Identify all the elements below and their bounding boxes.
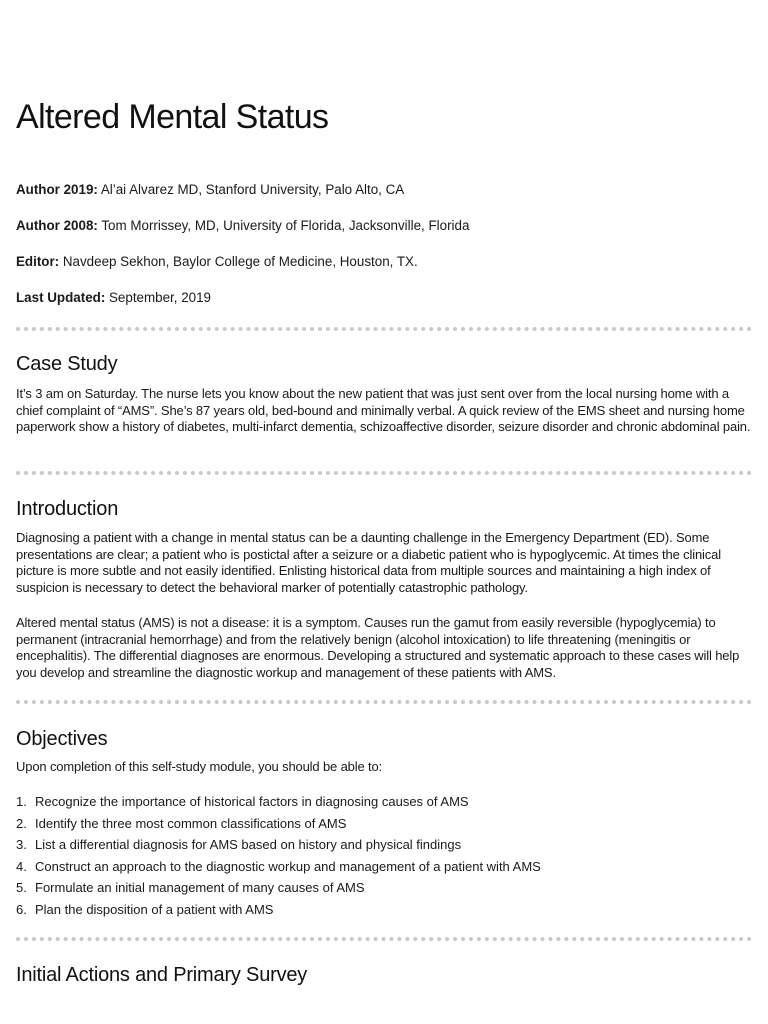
list-item-number: 6. <box>16 901 27 917</box>
meta-value: September, 2019 <box>105 290 211 305</box>
initial-actions-heading: Initial Actions and Primary Survey <box>16 964 308 986</box>
list-item-number: 2. <box>16 815 27 831</box>
list-item-number: 3. <box>16 837 27 852</box>
last-updated-line <box>16 290 211 305</box>
section-divider <box>16 937 752 941</box>
list-item-number: 1. <box>16 794 27 809</box>
list-item <box>16 858 541 880</box>
list-item-text: Construct an approach to the diagnostic workup and management of a patient with AMS <box>35 858 541 874</box>
list-item-number: 4. <box>16 858 27 874</box>
list-item-text: Recognize the importance of historical factors in diagnosing causes of AMS <box>35 794 469 809</box>
meta-value: Tom Morrissey, MD, University of Florida, Jacksonville, Florida <box>97 218 470 233</box>
page-title: Altered Mental Status <box>16 98 329 136</box>
list-item <box>16 879 541 901</box>
objectives-heading: Objectives <box>16 728 108 750</box>
section-divider <box>16 471 752 475</box>
list-item <box>16 901 541 923</box>
objectives-intro: Upon completion of this self-study module, you should be able to: <box>16 759 383 774</box>
meta-label: Author 2019: <box>16 182 98 197</box>
list-item-text: Plan the disposition of a patient with AMS <box>35 901 274 917</box>
author-2019-line <box>16 182 404 197</box>
meta-value: Al’ai Alvarez MD, Stanford University, Palo Alto, CA <box>97 182 405 197</box>
introduction-paragraph-1: Diagnosing a patient with a change in mental status can be a daunting challenge in the Emergency Department (ED). Some presentations are clear; a patient who is postictal after a seizure or a diabetic patient who is hypoglycemic. At times the clinical picture is more subtle and not easily identified. Enlisting historical data from multiple sources and maintaining a high index of suspicion is necessary to detect the behavioral marker of potentially catastrophic pathology. <box>16 530 721 595</box>
case-study-text: It’s 3 am on Saturday. The nurse lets you know about the new patient that was just sent over from the local nursing home with a chief complaint of “AMS”. She’s 87 years old, bed-bound and minimally verbal. A quick review of the EMS sheet and nursing home paperwork show a history of diabetes, multi-infarct dementia, schizoaffective disorder, seizure disorder and chronic abdominal pain. <box>16 386 751 434</box>
section-divider <box>16 700 752 704</box>
objectives-list <box>16 793 541 922</box>
list-item-text: Identify the three most common classifications of AMS <box>35 815 347 831</box>
meta-value: Navdeep Sekhon, Baylor College of Medicine, Houston, TX. <box>59 254 418 269</box>
section-divider <box>16 327 752 331</box>
introduction-heading: Introduction <box>16 498 119 520</box>
meta-label: Author 2008: <box>16 218 98 233</box>
introduction-paragraph-2: Altered mental status (AMS) is not a disease: it is a symptom. Causes run the gamut from easily reversible (hypoglycemia) to permanent (intracranial hemorrhage) and from the relatively benign (alcohol intoxication) to life threatening (meningitis or encephalitis). The differential diagnoses are enormous. Developing a structured and systematic approach to these cases will help you develop and streamline the diagnostic workup and management of these patients with AMS. <box>16 615 740 680</box>
list-item <box>16 815 541 837</box>
editor-line <box>16 254 418 269</box>
list-item-text: List a differential diagnosis for AMS based on history and physical findings <box>35 837 462 852</box>
list-item-text: Formulate an initial management of many causes of AMS <box>35 880 365 895</box>
list-item <box>16 793 541 815</box>
meta-label: Editor: <box>16 254 60 269</box>
list-item <box>16 836 541 858</box>
case-study-heading: Case Study <box>16 353 118 375</box>
author-2008-line <box>16 218 469 233</box>
list-item-number: 5. <box>16 880 27 895</box>
meta-label: Last Updated: <box>16 290 106 305</box>
